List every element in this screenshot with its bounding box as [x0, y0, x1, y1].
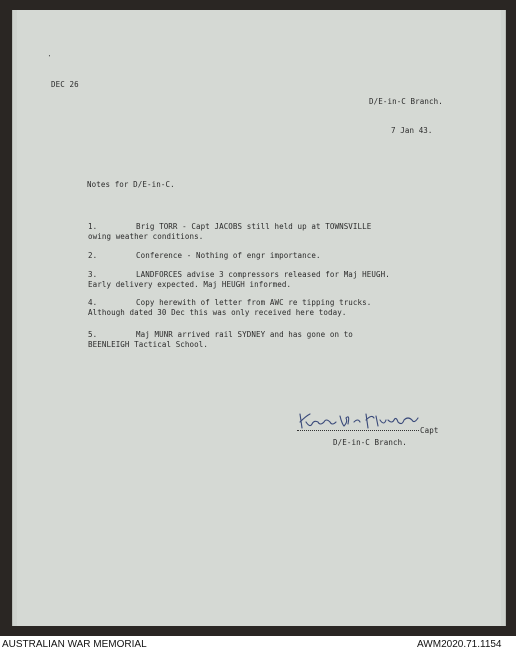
document-title: Notes for D/E-in-C.	[87, 180, 175, 189]
document-date: 7 Jan 43.	[391, 126, 433, 135]
item-line: Although dated 30 Dec this was only received here today.	[88, 308, 347, 317]
branch-header: D/E-in-C Branch.	[369, 97, 443, 106]
item-line: LANDFORCES advise 3 compressors released for Maj HEUGH.	[136, 270, 390, 279]
signature-rank: Capt	[420, 426, 439, 435]
footer-accession-number: AWM2020.71.1154	[417, 639, 502, 650]
signature-line	[297, 430, 419, 431]
item-number: 5.	[88, 330, 98, 339]
signature-branch: D/E-in-C Branch.	[333, 438, 407, 447]
footer-institution: AUSTRALIAN WAR MEMORIAL	[2, 639, 147, 650]
item-line: Conference - Nothing of engr importance.	[136, 251, 321, 260]
pencil-mark-icon: ‧	[48, 52, 51, 62]
item-number: 2.	[88, 251, 98, 260]
item-line: Early delivery expected. Maj HEUGH informed.	[88, 280, 292, 289]
date-stamp: DEC 26	[51, 80, 79, 89]
item-line: BEENLEIGH Tactical School.	[88, 340, 208, 349]
item-line: Copy herewith of letter from AWC re tipping trucks.	[136, 298, 372, 307]
item-number: 3.	[88, 270, 98, 279]
item-number: 1.	[88, 222, 98, 231]
item-line: Maj MUNR arrived rail SYDNEY and has gone on to	[136, 330, 353, 339]
item-line: owing weather conditions.	[88, 232, 204, 241]
item-number: 4.	[88, 298, 98, 307]
item-line: Brig TORR - Capt JACOBS still held up at TOWNSVILLE	[136, 222, 372, 231]
